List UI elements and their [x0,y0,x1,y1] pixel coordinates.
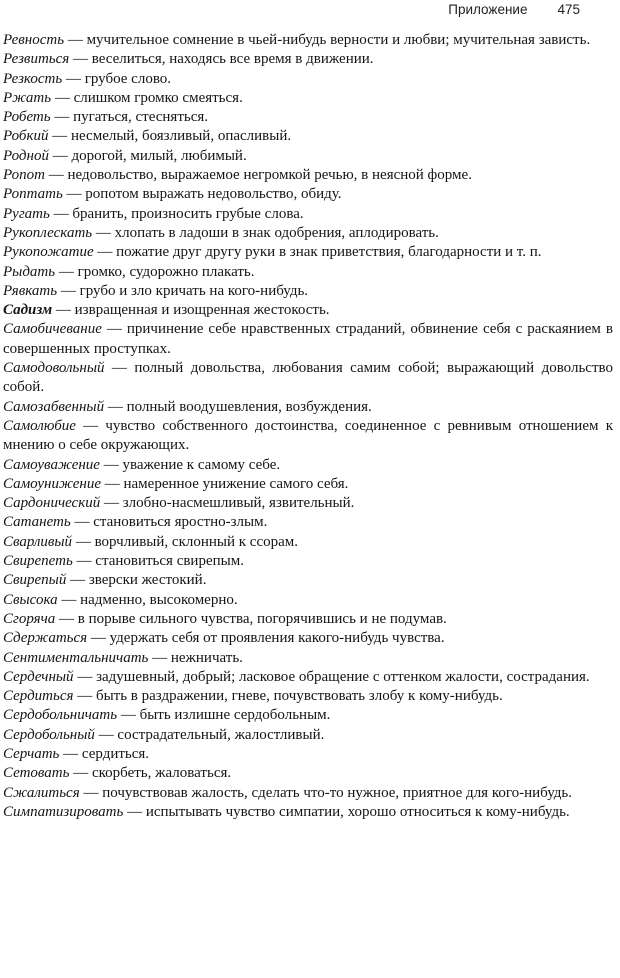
glossary-entry [3,147,613,166]
glossary-entry [3,243,613,262]
glossary-entry [3,89,613,108]
entry-dash: — [100,495,123,512]
glossary-entry [3,591,613,610]
entry-definition: сердиться. [81,745,150,762]
entry-dash: — [50,109,74,126]
glossary-entry [3,533,613,552]
entry-term: Резкость [3,70,63,87]
glossary-entries [3,31,613,822]
entry-definition: чувство собственного достоинства, соединенное с ревнивым отношением к мнению о себе окружающих. [3,417,614,454]
entry-definition: громко, судорожно плакать. [77,263,255,280]
glossary-entry [3,456,613,475]
glossary-entry [3,108,613,127]
glossary-entry [3,31,613,50]
entry-dash: — [44,167,68,184]
entry-dash: — [123,803,146,820]
entry-definition: дорогой, милый, любимый. [71,147,247,164]
entry-dash: — [62,186,86,203]
entry-term: Ропот [3,167,45,184]
entry-definition: бранить, произносить грубые слова. [72,205,304,222]
entry-term: Свирепеть [3,553,73,570]
glossary-entry [3,320,613,359]
entry-definition: намеренное унижение самого себя. [123,475,349,492]
entry-definition: надменно, высокомерно. [80,591,238,608]
entry-term: Сжалиться [3,784,80,801]
entry-dash: — [101,321,127,338]
glossary-entry [3,205,613,224]
entry-definition: нежничать. [170,649,243,666]
entry-term: Свирепый [3,572,67,589]
entry-dash: — [69,51,92,68]
entry-definition: испытывать чувство симпатии, хорошо относиться к кому-нибудь. [145,803,570,820]
entry-term: Свысока [3,591,58,608]
entry-dash: — [72,533,95,550]
entry-term: Сатанеть [3,514,71,531]
glossary-entry [3,494,613,513]
entry-definition: сострадательный, жалостливый. [117,726,325,743]
entry-term: Самоуважение [3,456,100,473]
entry-term: Сгоряча [3,610,56,627]
glossary-entry [3,475,613,494]
entry-term: Ржать [3,89,52,106]
glossary-entry [3,726,613,745]
entry-definition: пугаться, стесняться. [73,109,209,126]
entry-dash: — [75,417,106,434]
entry-term: Самоунижение [3,475,101,492]
entry-dash: — [55,263,78,280]
entry-term: Сентиментальничать [3,649,149,666]
glossary-entry [3,629,613,648]
entry-dash: — [104,360,135,377]
glossary-entry [3,687,613,706]
glossary-entry [3,784,613,803]
entry-dash: — [94,726,118,743]
entry-dash: — [52,302,75,319]
glossary-entry [3,185,613,204]
entry-dash: — [92,224,115,241]
entry-term: Сдержаться [3,630,88,647]
glossary-entry [3,127,613,146]
entry-definition: уважение к самому себе. [122,456,281,473]
page-header [448,2,580,17]
entry-term: Роптать [3,186,63,203]
entry-dash: — [66,572,89,589]
entry-definition: в порыве сильного чувства, погорячившись и не подумав. [77,610,447,627]
entry-term: Серчать [3,745,60,762]
entry-definition: грубое слово. [84,70,172,87]
entry-definition: становиться свирепым. [95,553,244,570]
entry-term: Самобичевание [3,321,102,338]
glossary-entry [3,398,613,417]
entry-term: Сердиться [3,688,74,705]
entry-term: Робеть [3,109,51,126]
entry-definition: становиться яростно-злым. [93,514,268,531]
entry-term: Рявкать [3,282,58,299]
glossary-entry [3,803,613,822]
entry-definition: скорбеть, жаловаться. [91,765,232,782]
entry-dash: — [59,745,82,762]
glossary-entry [3,649,613,668]
entry-term: Ругать [3,205,50,222]
glossary-entry [3,668,613,687]
entry-dash: — [57,282,80,299]
entry-definition: недовольство, выражаемое негромкой речью, в неясной форме. [67,167,472,184]
entry-definition: ропотом выражать недовольство, обиду. [85,186,342,203]
glossary-entry [3,764,613,783]
entry-dash: — [49,205,73,222]
entry-term: Садизм [3,302,53,319]
entry-term: Сердечный [3,668,74,685]
entry-definition: зверски жестокий. [88,572,207,589]
glossary-entry [3,571,613,590]
entry-dash: — [51,89,74,106]
entry-definition: полный воодушевления, возбуждения. [126,398,372,415]
entry-definition: полный довольства, любования самим собой; выражающий довольство собой. [3,360,614,396]
entry-definition: быть излишне сердобольным. [139,707,331,724]
entry-definition: злобно-насмешливый, язвительный. [122,495,355,512]
page-number: 475 [557,2,580,17]
entry-dash: — [48,128,71,145]
entry-term: Рукоплескать [3,224,93,241]
entry-dash: — [55,610,78,627]
entry-dash: — [69,765,92,782]
entry-dash: — [99,456,123,473]
entry-dash: — [64,32,87,48]
entry-dash: — [104,398,127,415]
glossary-entry [3,359,613,398]
entry-definition: несмелый, боязливый, опасливый. [70,128,292,145]
entry-term: Резвиться [3,51,70,68]
glossary-entry [3,282,613,301]
entry-term: Самозабвенный [3,398,105,415]
entry-dash: — [48,147,72,164]
entry-term: Ревность [3,32,65,48]
entry-dash: — [73,668,97,685]
entry-dash: — [87,630,110,647]
entry-term: Родной [3,147,49,164]
entry-definition: быть в раздражении, гневе, почувствовать злобу к кому-нибудь. [95,688,503,705]
entry-definition: хлопать в ладоши в знак одобрения, аплодировать. [114,224,439,241]
entry-definition: почувствовав жалость, сделать что-то нужное, приятное для кого-нибудь. [102,784,573,801]
entry-dash: — [57,591,81,608]
glossary-entry [3,513,613,532]
entry-definition: слишком громко смеяться. [73,89,243,106]
entry-term: Сварливый [3,533,73,550]
entry-term: Сердобольный [3,726,95,743]
glossary-entry [3,745,613,764]
entry-dash: — [70,514,94,531]
entry-definition: извращенная и изощренная жестокость. [74,302,330,319]
entry-term: Рукопожатие [3,244,94,261]
entry-term: Сетовать [3,765,70,782]
entry-term: Симпатизировать [3,803,124,820]
entry-definition: мучительное сомнение в чьей-нибудь верности и любви; мучительная зависть. [86,32,591,48]
entry-dash: — [79,784,103,801]
entry-definition: пожатие друг другу руки в знак приветствия, благодарности и т. п. [116,244,542,261]
entry-dash: — [72,553,96,570]
running-head: Приложение [448,2,528,17]
glossary-entry [3,224,613,243]
entry-term: Рыдать [3,263,56,280]
entry-definition: причинение себе нравственных страданий, обвинение себя с раскаянием в совершенных проступках. [3,321,613,357]
glossary-entry [3,706,613,725]
entry-definition: удержать себя от проявления какого-нибудь чувства. [109,630,445,647]
glossary-entry [3,552,613,571]
entry-dash: — [62,70,85,87]
entry-term: Самолюбие [3,417,76,434]
entry-dash: — [148,649,171,666]
glossary-entry [3,263,613,282]
entry-definition: ворчливый, склонный к ссорам. [94,533,299,550]
entry-definition: грубо и зло кричать на кого-нибудь. [79,282,309,299]
glossary-entry [3,417,613,456]
glossary-entry [3,301,613,320]
entry-term: Сердобольничать [3,707,118,724]
glossary-entry [3,70,613,89]
entry-definition: веселиться, находясь все время в движении. [91,51,374,68]
glossary-entry [3,610,613,629]
entry-term: Самодовольный [3,360,105,377]
entry-dash: — [101,475,124,492]
glossary-entry [3,50,613,69]
entry-dash: — [73,688,96,705]
glossary-entry [3,166,613,185]
entry-definition: задушевный, добрый; ласковое обращение с оттенком жалости, сострадания. [96,668,590,685]
entry-term: Робкий [3,128,49,145]
entry-dash: — [117,707,140,724]
entry-dash: — [93,244,117,261]
entry-term: Сардонический [3,495,101,512]
